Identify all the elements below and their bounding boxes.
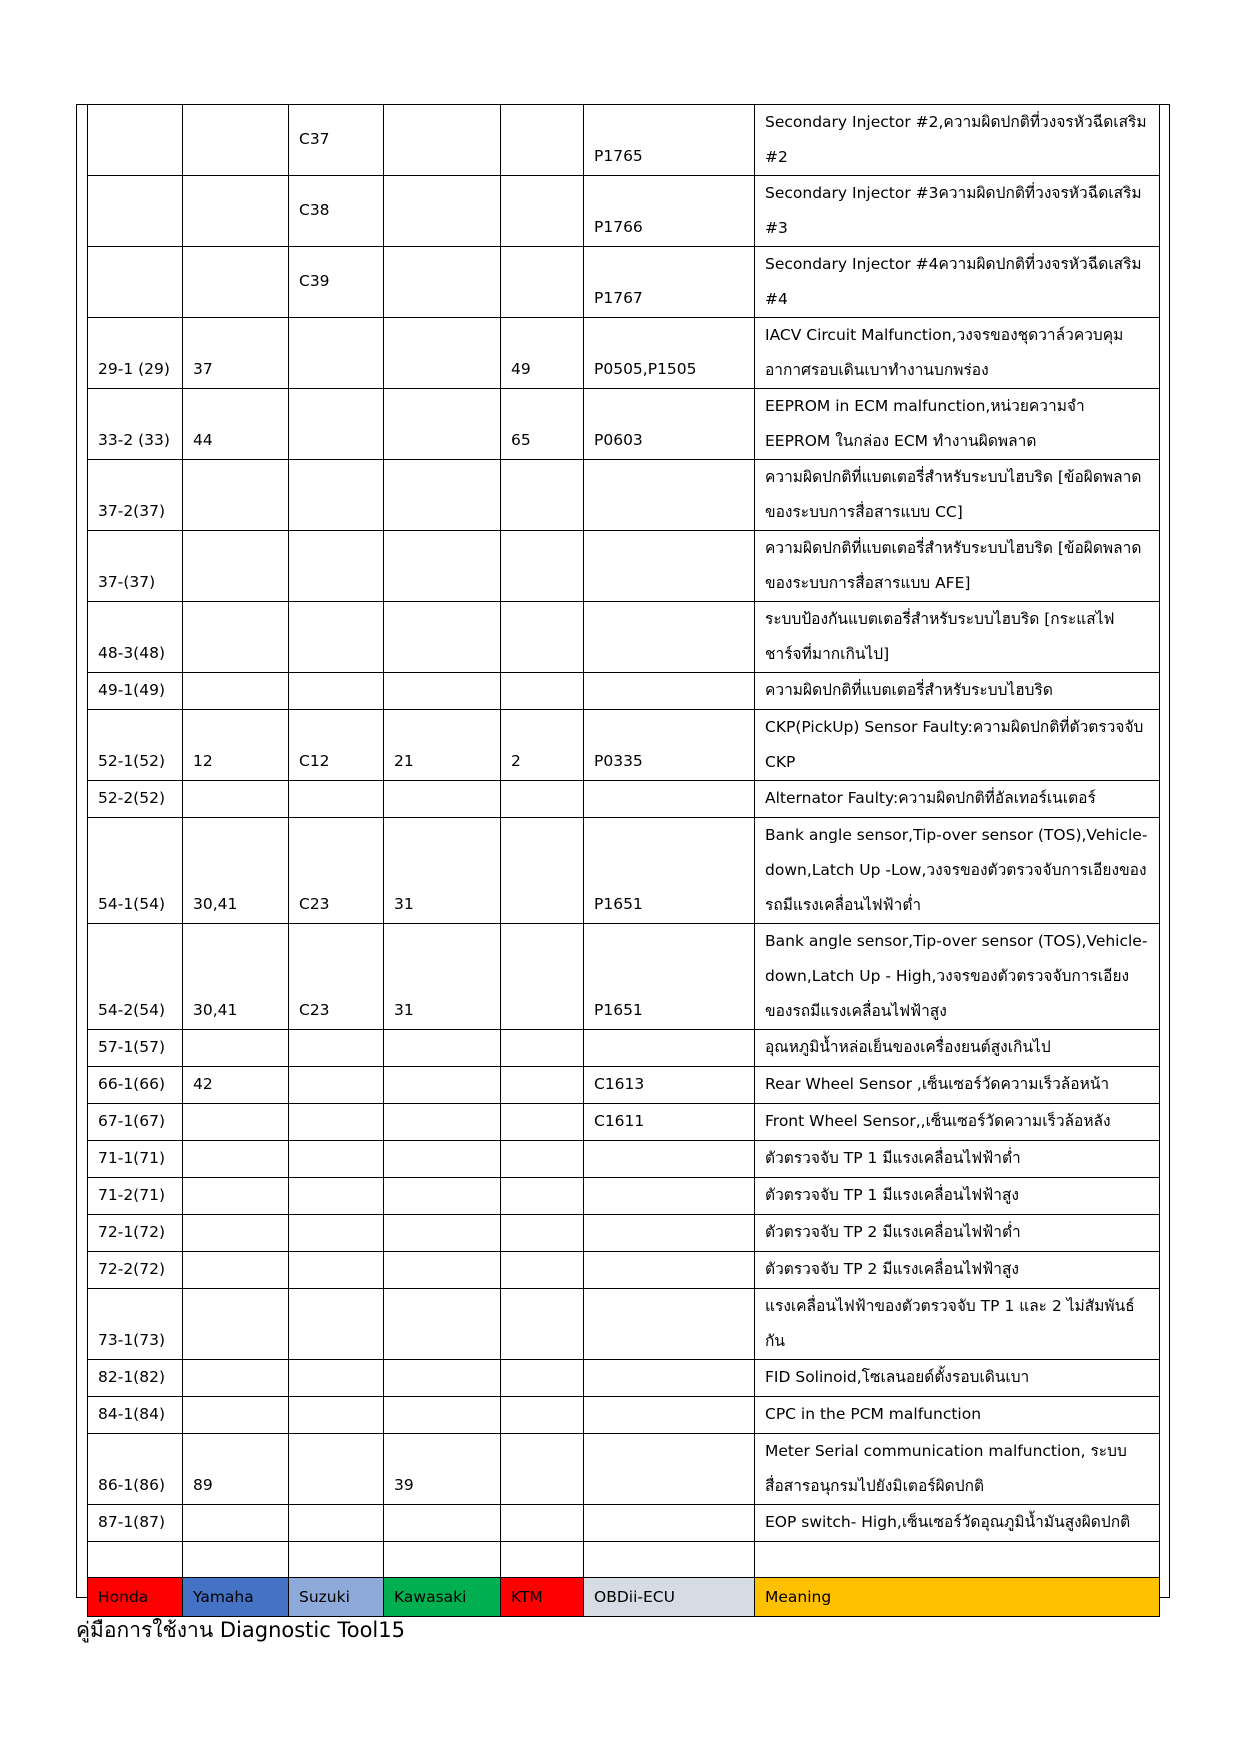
honda-code-cell: 82-1(82)	[88, 1360, 183, 1397]
meaning-cell: Meter Serial communication malfunction, ระบบสื่อสารอนุกรมไปยังมิเตอร์ผิดปกติ	[755, 1434, 1160, 1505]
kawasaki-code-cell	[384, 1289, 501, 1360]
yamaha-code-cell	[183, 1505, 289, 1542]
obd-code-cell	[584, 460, 755, 531]
yamaha-code-cell	[183, 105, 289, 176]
obd-code-cell	[584, 1141, 755, 1178]
kawasaki-code-cell	[384, 1030, 501, 1067]
obd-code-cell: P1651	[584, 924, 755, 1030]
obd-code-cell	[584, 1289, 755, 1360]
suzuki-code-cell	[289, 1252, 384, 1289]
table-row	[88, 673, 1160, 710]
honda-code-cell: 73-1(73)	[88, 1289, 183, 1360]
kawasaki-code-cell	[384, 247, 501, 318]
suzuki-code-cell: C38	[289, 176, 384, 247]
obd-code-cell: P0603	[584, 389, 755, 460]
meaning-cell: Secondary Injector #3ความผิดปกติที่วงจรหัวฉีดเสริม #3	[755, 176, 1160, 247]
ktm-code-cell	[501, 1252, 584, 1289]
table-row	[88, 602, 1160, 673]
obd-code-cell	[584, 673, 755, 710]
table-row	[88, 1030, 1160, 1067]
meaning-cell: EEPROM in ECM malfunction,หน่วยความจำ EEPROM ในกล่อง ECM ทำงานผิดพลาด	[755, 389, 1160, 460]
suzuki-code-cell	[289, 673, 384, 710]
ktm-code-cell	[501, 1030, 584, 1067]
kawasaki-code-cell	[384, 781, 501, 818]
ktm-code-cell: 49	[501, 318, 584, 389]
suzuki-code-cell	[289, 1542, 384, 1578]
ktm-code-cell	[501, 105, 584, 176]
table-row	[88, 1397, 1160, 1434]
ktm-code-cell	[501, 1141, 584, 1178]
legend-kawasaki: Kawasaki	[384, 1578, 501, 1617]
ktm-code-cell	[501, 460, 584, 531]
yamaha-code-cell	[183, 1252, 289, 1289]
yamaha-code-cell	[183, 1215, 289, 1252]
table-row	[88, 531, 1160, 602]
honda-code-cell: 48-3(48)	[88, 602, 183, 673]
yamaha-code-cell: 30,41	[183, 924, 289, 1030]
honda-code-cell	[88, 247, 183, 318]
honda-code-cell: 37-(37)	[88, 531, 183, 602]
kawasaki-code-cell	[384, 1505, 501, 1542]
kawasaki-code-cell	[384, 602, 501, 673]
obd-code-cell	[584, 1030, 755, 1067]
table-row	[88, 389, 1160, 460]
kawasaki-code-cell	[384, 389, 501, 460]
table-row	[88, 1434, 1160, 1505]
kawasaki-code-cell	[384, 1178, 501, 1215]
honda-code-cell: 86-1(86)	[88, 1434, 183, 1505]
kawasaki-code-cell	[384, 531, 501, 602]
legend-row	[88, 1578, 1160, 1617]
honda-code-cell: 87-1(87)	[88, 1505, 183, 1542]
suzuki-code-cell	[289, 781, 384, 818]
legend-suzuki: Suzuki	[289, 1578, 384, 1617]
yamaha-code-cell	[183, 1360, 289, 1397]
meaning-cell: EOP switch- High,เซ็นเซอร์วัดอุณภูมิน้ำมันสูงผิดปกติ	[755, 1505, 1160, 1542]
ktm-code-cell	[501, 247, 584, 318]
kawasaki-code-cell: 31	[384, 818, 501, 924]
obd-code-cell: P1766	[584, 176, 755, 247]
ktm-code-cell	[501, 1542, 584, 1578]
ktm-code-cell: 65	[501, 389, 584, 460]
obd-code-cell	[584, 602, 755, 673]
obd-code-cell: P1765	[584, 105, 755, 176]
honda-code-cell: 84-1(84)	[88, 1397, 183, 1434]
meaning-cell: Bank angle sensor,Tip-over sensor (TOS),Vehicle-down,Latch Up -Low,วงจรของตัวตรวจจับการเอียงของรถมีแรงเคลื่อนไฟฟ้าต่ำ	[755, 818, 1160, 924]
obd-code-cell	[584, 1505, 755, 1542]
ktm-code-cell	[501, 1505, 584, 1542]
ktm-code-cell	[501, 1289, 584, 1360]
meaning-cell: IACV Circuit Malfunction,วงจรของชุดวาล์วควบคุมอากาศรอบเดินเบาทำงานบกพร่อง	[755, 318, 1160, 389]
kawasaki-code-cell: 31	[384, 924, 501, 1030]
kawasaki-code-cell	[384, 1067, 501, 1104]
obd-code-cell: C1611	[584, 1104, 755, 1141]
kawasaki-code-cell	[384, 1397, 501, 1434]
suzuki-code-cell	[289, 1141, 384, 1178]
ktm-code-cell	[501, 1067, 584, 1104]
suzuki-code-cell	[289, 602, 384, 673]
table-row	[88, 1215, 1160, 1252]
legend-honda: Honda	[88, 1578, 183, 1617]
obd-code-cell	[584, 1215, 755, 1252]
kawasaki-code-cell	[384, 318, 501, 389]
ktm-code-cell	[501, 602, 584, 673]
kawasaki-code-cell	[384, 1542, 501, 1578]
honda-code-cell: 52-2(52)	[88, 781, 183, 818]
meaning-cell: ความผิดปกติที่แบตเตอรี่สำหรับระบบไฮบริด [ข้อผิดพลาดของระบบการสื่อสารแบบ AFE]	[755, 531, 1160, 602]
kawasaki-code-cell	[384, 1104, 501, 1141]
suzuki-code-cell	[289, 389, 384, 460]
yamaha-code-cell	[183, 176, 289, 247]
table-row	[88, 710, 1160, 781]
meaning-cell: ระบบป้องกันแบตเตอรี่สำหรับระบบไฮบริด [กระแสไฟชาร์จที่มากเกินไป]	[755, 602, 1160, 673]
fault-code-table	[87, 104, 1160, 1617]
meaning-cell: ตัวตรวจจับ TP 2 มีแรงเคลื่อนไฟฟ้าต่ำ	[755, 1215, 1160, 1252]
yamaha-code-cell	[183, 781, 289, 818]
suzuki-code-cell	[289, 1505, 384, 1542]
honda-code-cell	[88, 105, 183, 176]
meaning-cell: Secondary Injector #4ความผิดปกติที่วงจรหัวฉีดเสริม #4	[755, 247, 1160, 318]
suzuki-code-cell: C12	[289, 710, 384, 781]
obd-code-cell: C1613	[584, 1067, 755, 1104]
meaning-cell: Rear Wheel Sensor ,เซ็นเซอร์วัดความเร็วล้อหน้า	[755, 1067, 1160, 1104]
ktm-code-cell	[501, 176, 584, 247]
meaning-cell: แรงเคลื่อนไฟฟ้าของตัวตรวจจับ TP 1 และ 2 ไม่สัมพันธ์กัน	[755, 1289, 1160, 1360]
yamaha-code-cell	[183, 460, 289, 531]
suzuki-code-cell	[289, 1215, 384, 1252]
legend-meaning: Meaning	[755, 1578, 1160, 1617]
yamaha-code-cell	[183, 602, 289, 673]
honda-code-cell: 52-1(52)	[88, 710, 183, 781]
legend-yamaha: Yamaha	[183, 1578, 289, 1617]
obd-code-cell	[584, 781, 755, 818]
meaning-cell: ตัวตรวจจับ TP 2 มีแรงเคลื่อนไฟฟ้าสูง	[755, 1252, 1160, 1289]
table-row	[88, 247, 1160, 318]
suzuki-code-cell	[289, 531, 384, 602]
suzuki-code-cell	[289, 1360, 384, 1397]
ktm-code-cell	[501, 924, 584, 1030]
meaning-cell: Front Wheel Sensor,,เซ็นเซอร์วัดความเร็วล้อหลัง	[755, 1104, 1160, 1141]
yamaha-code-cell	[183, 1397, 289, 1434]
suzuki-code-cell	[289, 1289, 384, 1360]
page-footer: คู่มือการใช้งาน Diagnostic Tool15	[76, 1618, 405, 1642]
obd-code-cell	[584, 1178, 755, 1215]
suzuki-code-cell	[289, 1030, 384, 1067]
ktm-code-cell	[501, 1215, 584, 1252]
obd-code-cell	[584, 1252, 755, 1289]
honda-code-cell: 72-2(72)	[88, 1252, 183, 1289]
honda-code-cell: 66-1(66)	[88, 1067, 183, 1104]
suzuki-code-cell	[289, 460, 384, 531]
ktm-code-cell	[501, 818, 584, 924]
suzuki-code-cell	[289, 1104, 384, 1141]
table-row	[88, 818, 1160, 924]
yamaha-code-cell: 30,41	[183, 818, 289, 924]
honda-code-cell: 29-1 (29)	[88, 318, 183, 389]
ktm-code-cell	[501, 531, 584, 602]
suzuki-code-cell: C37	[289, 105, 384, 176]
suzuki-code-cell	[289, 1434, 384, 1505]
obd-code-cell	[584, 1397, 755, 1434]
obd-code-cell	[584, 1542, 755, 1578]
honda-code-cell: 72-1(72)	[88, 1215, 183, 1252]
honda-code-cell: 71-1(71)	[88, 1141, 183, 1178]
table-row	[88, 1252, 1160, 1289]
yamaha-code-cell: 89	[183, 1434, 289, 1505]
yamaha-code-cell: 37	[183, 318, 289, 389]
yamaha-code-cell: 44	[183, 389, 289, 460]
kawasaki-code-cell: 39	[384, 1434, 501, 1505]
meaning-cell: Secondary Injector #2,ความผิดปกติที่วงจรหัวฉีดเสริม #2	[755, 105, 1160, 176]
yamaha-code-cell	[183, 1141, 289, 1178]
suzuki-code-cell	[289, 1178, 384, 1215]
meaning-cell: ความผิดปกติที่แบตเตอรี่สำหรับระบบไฮบริด [ข้อผิดพลาดของระบบการสื่อสารแบบ CC]	[755, 460, 1160, 531]
kawasaki-code-cell	[384, 460, 501, 531]
honda-code-cell	[88, 1542, 183, 1578]
kawasaki-code-cell	[384, 1252, 501, 1289]
yamaha-code-cell	[183, 247, 289, 318]
kawasaki-code-cell: 21	[384, 710, 501, 781]
table-row	[88, 1141, 1160, 1178]
kawasaki-code-cell	[384, 176, 501, 247]
table-row	[88, 105, 1160, 176]
table-row	[88, 1067, 1160, 1104]
ktm-code-cell	[501, 1104, 584, 1141]
yamaha-code-cell	[183, 1030, 289, 1067]
kawasaki-code-cell	[384, 105, 501, 176]
kawasaki-code-cell	[384, 1360, 501, 1397]
ktm-code-cell	[501, 781, 584, 818]
table-row	[88, 1104, 1160, 1141]
legend-obd: OBDii-ECU	[584, 1578, 755, 1617]
ktm-code-cell	[501, 1360, 584, 1397]
meaning-cell: Alternator Faulty:ความผิดปกติที่อัลเทอร์เนเตอร์	[755, 781, 1160, 818]
meaning-cell: ความผิดปกติที่แบตเตอรี่สำหรับระบบไฮบริด	[755, 673, 1160, 710]
table-row	[88, 1289, 1160, 1360]
meaning-cell: FID Solinoid,โซเลนอยด์ตั้งรอบเดินเบา	[755, 1360, 1160, 1397]
table-row	[88, 781, 1160, 818]
obd-code-cell: P1767	[584, 247, 755, 318]
honda-code-cell: 71-2(71)	[88, 1178, 183, 1215]
obd-code-cell: P0505,P1505	[584, 318, 755, 389]
suzuki-code-cell	[289, 1067, 384, 1104]
suzuki-code-cell: C39	[289, 247, 384, 318]
honda-code-cell: 33-2 (33)	[88, 389, 183, 460]
kawasaki-code-cell	[384, 1215, 501, 1252]
ktm-code-cell	[501, 1434, 584, 1505]
meaning-cell: ตัวตรวจจับ TP 1 มีแรงเคลื่อนไฟฟ้าต่ำ	[755, 1141, 1160, 1178]
table-row	[88, 1542, 1160, 1578]
meaning-cell: Bank angle sensor,Tip-over sensor (TOS),Vehicle-down,Latch Up - High,วงจรของตัวตรวจจับการเอียงของรถมีแรงเคลื่อนไฟฟ้าสูง	[755, 924, 1160, 1030]
table-row	[88, 1360, 1160, 1397]
honda-code-cell: 67-1(67)	[88, 1104, 183, 1141]
yamaha-code-cell	[183, 1289, 289, 1360]
meaning-cell: CPC in the PCM malfunction	[755, 1397, 1160, 1434]
kawasaki-code-cell	[384, 1141, 501, 1178]
kawasaki-code-cell	[384, 673, 501, 710]
obd-code-cell	[584, 531, 755, 602]
honda-code-cell: 57-1(57)	[88, 1030, 183, 1067]
obd-code-cell: P0335	[584, 710, 755, 781]
ktm-code-cell	[501, 1178, 584, 1215]
ktm-code-cell: 2	[501, 710, 584, 781]
ktm-code-cell	[501, 673, 584, 710]
honda-code-cell: 54-1(54)	[88, 818, 183, 924]
table-row	[88, 1505, 1160, 1542]
yamaha-code-cell: 12	[183, 710, 289, 781]
yamaha-code-cell	[183, 1104, 289, 1141]
obd-code-cell	[584, 1360, 755, 1397]
table-row	[88, 460, 1160, 531]
table-row	[88, 176, 1160, 247]
meaning-cell: ตัวตรวจจับ TP 1 มีแรงเคลื่อนไฟฟ้าสูง	[755, 1178, 1160, 1215]
yamaha-code-cell	[183, 673, 289, 710]
honda-code-cell: 37-2(37)	[88, 460, 183, 531]
suzuki-code-cell	[289, 1397, 384, 1434]
obd-code-cell: P1651	[584, 818, 755, 924]
meaning-cell: อุณหภูมิน้ำหล่อเย็นของเครื่องยนต์สูงเกินไป	[755, 1030, 1160, 1067]
yamaha-code-cell	[183, 1542, 289, 1578]
suzuki-code-cell: C23	[289, 818, 384, 924]
suzuki-code-cell	[289, 318, 384, 389]
yamaha-code-cell	[183, 1178, 289, 1215]
meaning-cell: CKP(PickUp) Sensor Faulty:ความผิดปกติที่ตัวตรวจจับ CKP	[755, 710, 1160, 781]
legend-ktm: KTM	[501, 1578, 584, 1617]
table-row	[88, 318, 1160, 389]
honda-code-cell: 54-2(54)	[88, 924, 183, 1030]
suzuki-code-cell: C23	[289, 924, 384, 1030]
table-row	[88, 1178, 1160, 1215]
table-row	[88, 924, 1160, 1030]
ktm-code-cell	[501, 1397, 584, 1434]
honda-code-cell: 49-1(49)	[88, 673, 183, 710]
meaning-cell	[755, 1542, 1160, 1578]
obd-code-cell	[584, 1434, 755, 1505]
yamaha-code-cell: 42	[183, 1067, 289, 1104]
yamaha-code-cell	[183, 531, 289, 602]
honda-code-cell	[88, 176, 183, 247]
